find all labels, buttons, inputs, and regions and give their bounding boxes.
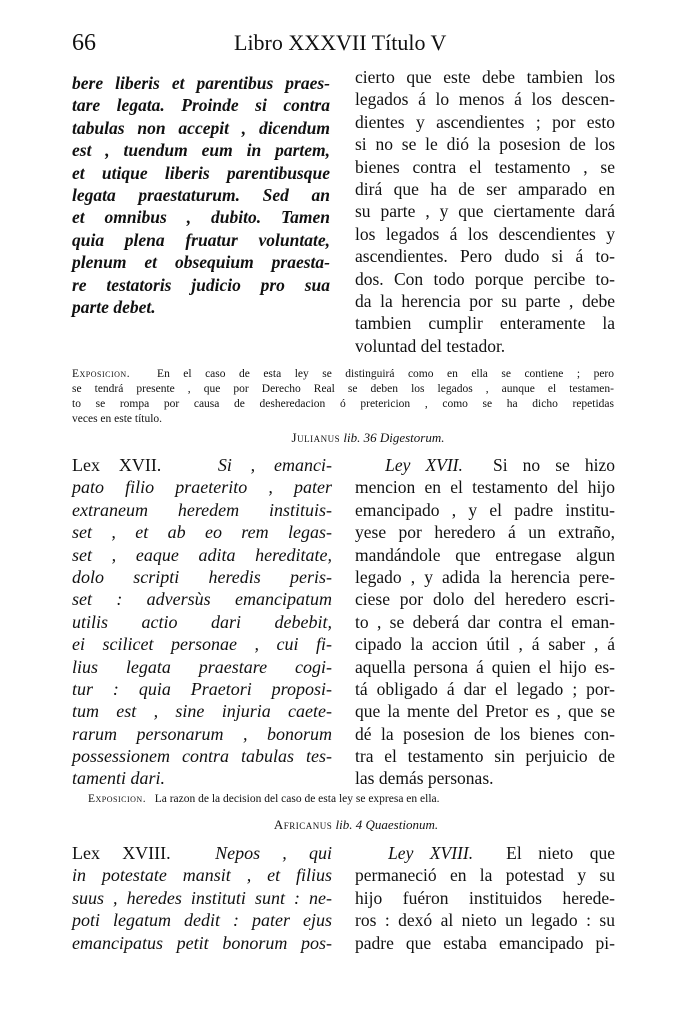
spanish-text-line: cipado la accion útil , á saber , á: [355, 634, 615, 655]
latin-text-line: tabulas non accepit , dicendum: [72, 117, 330, 138]
spanish-text-line: su parte , y que ciertamente dará: [355, 201, 615, 222]
latin-text-line: bere liberis et parentibus praes-: [72, 73, 330, 93]
latin-text-line: pato filio praeterito , pater: [72, 477, 332, 498]
spanish-text-line: mandándole que entregase algun: [355, 544, 615, 565]
ley-heading: Ley XVII.: [385, 455, 463, 475]
exposicion-line: se tendrá presente , que por Derecho Real se deben los legados , aunque el testamen-: [72, 383, 614, 395]
latin-text-line: est , tuendum eum in partem,: [72, 140, 330, 161]
spanish-text-line: to , se deberá dar contra el eman-: [355, 611, 615, 632]
spanish-text-line: tambien cumplir enteramente la: [355, 313, 615, 334]
latin-text-line: extraneum heredem instituis-: [72, 499, 332, 520]
source-citation-2: [15, 817, 682, 833]
latin-text-line: possessionem contra tabulas tes-: [72, 746, 332, 767]
latin-text-line: legata praestaturum. Sed an: [72, 184, 330, 205]
spanish-text-line: Si no se hizo: [493, 455, 615, 475]
spanish-text-line: dirá que ha de ser amparado en: [355, 178, 615, 199]
latin-text-line: lius legata praestare cogi-: [72, 656, 332, 677]
spanish-column-lex18: [355, 842, 615, 954]
spanish-text-line: legados á lo menos á los descen-: [355, 89, 615, 110]
spanish-text-line: ciese por dolo del heredero escri-: [355, 589, 615, 610]
spanish-text-line: ros : dexó al nieto un legado : su: [355, 910, 615, 931]
ley-heading: Ley XVIII.: [388, 843, 474, 863]
ley-heading-line: [355, 842, 615, 864]
latin-text-line: ei scilicet personae , cui fi-: [72, 634, 332, 655]
spanish-text-line: dos. Con todo porque percibe to-: [355, 268, 615, 289]
spanish-text-line: si no se le dió la posesion de los: [355, 134, 615, 155]
spanish-text-line: emancipado , y el padre institu-: [355, 499, 615, 520]
latin-text-line: tur : quia Praetori proposi-: [72, 678, 332, 699]
latin-text-line: plenum et obsequium praesta-: [72, 252, 330, 273]
spanish-text-line: tra el testamento sin perjuicio de: [355, 746, 615, 767]
spanish-text-line: los legados á los descendientes y: [355, 223, 615, 244]
spanish-text-line: legado , y adida la herencia pere-: [355, 566, 615, 587]
ley-heading-line: [355, 454, 615, 476]
lex-heading: Lex XVIII.: [72, 843, 171, 863]
spanish-text-line: que la mente del Pretor es , que se: [355, 701, 615, 722]
source-citation-1: [27, 430, 682, 446]
source-author: Africanus: [273, 817, 333, 832]
exposicion-block1: [72, 367, 614, 427]
page-number: 66: [72, 30, 96, 56]
exposicion-label: Exposicion.: [88, 793, 147, 805]
spanish-column-lex17: [355, 454, 615, 790]
latin-text-line: Si , emanci-: [217, 455, 332, 475]
exposicion-line: En el caso de esta ley se distinguirá como en ella se contiene ; pero: [157, 368, 614, 380]
spanish-text-line: dé la posesion de los bienes con-: [355, 723, 615, 744]
source-author: Julianus: [291, 430, 341, 445]
exposicion-line: to se rompa por causa de desheredacion ó pretericion , como se ha dicho repetidas: [72, 398, 614, 410]
spanish-text-line: las demás personas.: [355, 768, 494, 789]
latin-text-line: set : adversùs emancipatum: [72, 589, 332, 610]
latin-text-line: dolo scripti heredis peris-: [72, 566, 332, 587]
latin-text-line: set , et ab eo rem legas-: [72, 522, 332, 543]
latin-text-line: poti legatum dedit : pater ejus: [72, 910, 332, 931]
latin-text-line: parte debet.: [72, 296, 156, 317]
latin-text-line: in potestate mansit , et filius: [72, 865, 332, 886]
source-reference: lib. 4 Quaestionum.: [335, 817, 439, 832]
latin-text-line: utilis actio dari debebit,: [72, 611, 332, 632]
latin-column-lex17: [72, 454, 332, 790]
spanish-text-line: mencion en el testamento del hijo: [355, 477, 615, 498]
latin-text-line: tum est , sine injuria caete-: [72, 701, 332, 722]
lex-heading-line: [72, 842, 332, 864]
latin-column-lex18: [72, 842, 332, 954]
page-header: [0, 30, 682, 66]
latin-text-line: quia plena fruatur voluntate,: [72, 229, 330, 250]
latin-text-line: suus , heredes instituti sunt : ne-: [72, 887, 332, 908]
latin-text-line: rarum personarum , bonorum: [72, 723, 332, 744]
spanish-text-line: voluntad del testador.: [355, 335, 506, 356]
spanish-text-line: hijo fuéron instituidos herede-: [355, 887, 615, 908]
latin-text-line: set , eaque adita hereditate,: [72, 544, 332, 565]
spanish-column-block1: [355, 66, 615, 357]
spanish-text-line: ascendientes. Pero dudo si á to-: [355, 246, 615, 267]
lex-heading: Lex XVII.: [72, 455, 162, 475]
latin-text-line: et omnibus , dubito. Tamen: [72, 207, 330, 228]
exposicion-block2: [72, 792, 614, 807]
latin-text-line: Nepos , qui: [215, 843, 332, 863]
spanish-text-line: bienes contra el testamento , se: [355, 156, 615, 177]
latin-column-block1: [72, 72, 330, 318]
latin-text-line: tare legata. Proinde si contra: [72, 95, 330, 116]
spanish-text-line: cierto que este debe tambien los: [355, 67, 615, 87]
latin-text-line: et utique liberis parentibusque: [72, 162, 330, 183]
spanish-text-line: aquella persona á quien el hijo es-: [355, 656, 615, 677]
spanish-text-line: padre que estaba emancipado pi-: [355, 932, 615, 953]
latin-text-line: re testatoris judicio pro sua: [72, 274, 330, 295]
source-reference: lib. 36 Digestorum.: [343, 430, 445, 445]
spanish-text-line: El nieto que: [506, 843, 616, 863]
spanish-text-line: da la herencia por su parte , debe: [355, 290, 615, 311]
running-title: Libro XXXVII Título V: [234, 30, 447, 55]
latin-text-line: tamenti dari.: [72, 768, 165, 789]
exposicion-label: Exposicion.: [72, 368, 131, 380]
exposicion-text: La razon de la decision del caso de esta ley se expresa en ella.: [154, 793, 440, 805]
spanish-text-line: yese por heredero á un extraño,: [355, 522, 615, 543]
spanish-text-line: permaneció en la potestad y su: [355, 865, 615, 886]
spanish-text-line: dientes y ascendientes ; por esto: [355, 111, 615, 132]
latin-text-line: emancipatus petit bonorum pos-: [72, 932, 332, 953]
lex-heading-line: [72, 454, 332, 476]
spanish-text-line: tá obligado á dar el legado ; por-: [355, 678, 615, 699]
exposicion-line: veces en este título.: [72, 413, 163, 425]
